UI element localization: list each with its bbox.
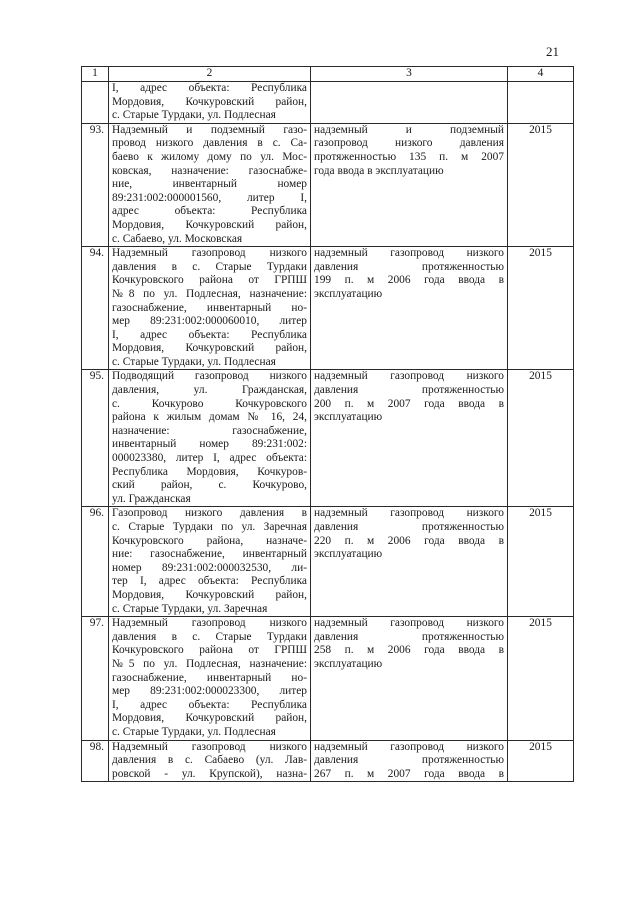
- description-line: Мордовия, Кочкуровский район,: [112, 342, 307, 355]
- description-line: номер 89:231:002:000032530, ли-: [112, 561, 307, 574]
- characteristics-line: года ввода в эксплуатацию: [314, 164, 444, 177]
- characteristics-line: эксплуатацию: [314, 657, 383, 670]
- characteristics-line: надземный газопровод низкого: [314, 617, 504, 630]
- description-line: ние, инвентарный номер: [112, 178, 307, 191]
- description-line: ковская, назначение: газоснабже-: [112, 164, 307, 177]
- table-row: [82, 617, 574, 740]
- characteristics-line: давления протяженностью: [314, 630, 504, 643]
- description-line: Газопровод низкого давления в: [112, 507, 307, 520]
- row-number: 93.: [82, 123, 109, 246]
- characteristics-line: эксплуатацию: [314, 548, 383, 561]
- year-cell: [508, 82, 574, 124]
- object-description: [109, 740, 311, 782]
- description-line: №5 по ул. Подлесная, назначение:: [112, 657, 307, 670]
- description-line: 000023380, литер I, адрес объекта:: [112, 452, 307, 465]
- description-line: ровской - ул. Крупской), назна-: [112, 767, 307, 780]
- characteristics-line: эксплуатацию: [314, 411, 383, 424]
- characteristics-line: надземный газопровод низкого: [314, 507, 504, 520]
- description-line: с. Старые Турдаки, ул. Подлесная: [112, 355, 276, 368]
- description-line: давления в с. Старые Турдаки: [112, 260, 307, 273]
- object-characteristics: [311, 123, 508, 246]
- characteristics-line: 199 п. м 2006 года ввода в: [314, 274, 504, 287]
- characteristics-line: эксплуатацию: [314, 287, 383, 300]
- characteristics-line: надземный газопровод низкого: [314, 247, 504, 260]
- characteristics-line: надземный газопровод низкого: [314, 370, 504, 383]
- description-line: с. Старые Турдаки, ул. Заречная: [112, 602, 268, 615]
- object-characteristics: [311, 740, 508, 782]
- row-number: 94.: [82, 247, 109, 370]
- description-line: 89:231:002:000001560, литер I,: [112, 191, 307, 204]
- year-cell: 2015: [508, 247, 574, 370]
- description-line: адрес объекта: Республика: [112, 205, 307, 218]
- description-line: давления в с. Старые Турдаки: [112, 630, 307, 643]
- description-line: Надземный газопровод низкого: [112, 247, 307, 260]
- object-description: [109, 370, 311, 507]
- description-line: с. Сабаево, ул. Московская: [112, 232, 243, 245]
- description-line: №8 по ул. Подлесная, назначение:: [112, 287, 307, 300]
- table-row: [82, 370, 574, 507]
- column-header-4: 4: [508, 67, 574, 82]
- object-characteristics: [311, 617, 508, 740]
- description-line: тер I, адрес объекта: Республика: [112, 575, 307, 588]
- characteristics-line: давления протяженностью: [314, 384, 504, 397]
- table-row: [82, 507, 574, 617]
- description-line: ние: газоснабжение, инвентарный: [112, 548, 307, 561]
- description-line: I, адрес объекта: Республика: [112, 698, 307, 711]
- description-line: ский район, с. Кочкурово,: [112, 479, 307, 492]
- description-line: давления, ул. Гражданская,: [112, 384, 307, 397]
- year-cell: 2015: [508, 617, 574, 740]
- year-cell: 2015: [508, 740, 574, 782]
- description-line: Кочкуровского района от ГРПШ: [112, 644, 307, 657]
- object-description: [109, 247, 311, 370]
- table-row: [82, 82, 574, 124]
- description-line: района к жилым домам № 16, 24,: [112, 411, 307, 424]
- table-header-row: [82, 67, 574, 82]
- description-line: с. Старые Турдаки, ул. Подлесная: [112, 109, 276, 122]
- description-line: газоснабжение, инвентарный но-: [112, 671, 307, 684]
- object-characteristics: [311, 370, 508, 507]
- row-number: 96.: [82, 507, 109, 617]
- description-line: Кочкуровского района, назначе-: [112, 534, 307, 547]
- characteristics-line: газопровод низкого давления: [314, 137, 504, 150]
- description-line: Подводящий газопровод низкого: [112, 370, 307, 383]
- description-line: Мордовия, Кочкуровский район,: [112, 712, 307, 725]
- description-line: мер 89:231:002:000023300, литер: [112, 685, 307, 698]
- object-characteristics: [311, 247, 508, 370]
- description-line: Мордовия, Кочкуровский район,: [112, 95, 307, 108]
- object-characteristics: [311, 82, 508, 124]
- description-line: давления в с. Сабаево (ул. Лав-: [112, 754, 307, 767]
- description-line: ул. Гражданская: [112, 492, 191, 505]
- characteristics-line: надземный газопровод низкого: [314, 740, 504, 753]
- column-header-3: 3: [311, 67, 508, 82]
- characteristics-line: давления протяженностью: [314, 260, 504, 273]
- page-number: 21: [546, 44, 559, 59]
- characteristics-line: 258 п. м 2006 года ввода в: [314, 644, 504, 657]
- description-line: Надземный и подземный газо-: [112, 123, 307, 136]
- description-line: Мордовия, Кочкуровский район,: [112, 588, 307, 601]
- description-line: Мордовия, Кочкуровский район,: [112, 218, 307, 231]
- characteristics-line: протяженностью 135 п. м 2007: [314, 150, 504, 163]
- characteristics-line: 267 п. м 2007 года ввода в: [314, 767, 504, 780]
- column-header-1: 1: [82, 67, 109, 82]
- table-row: [82, 123, 574, 246]
- property-table: [81, 66, 574, 782]
- object-description: [109, 123, 311, 246]
- characteristics-line: 200 п. м 2007 года ввода в: [314, 397, 504, 410]
- description-line: Кочкуровского района от ГРПШ: [112, 274, 307, 287]
- row-number: 98.: [82, 740, 109, 782]
- description-line: мер 89:231:002:000060010, литер: [112, 315, 307, 328]
- description-line: назначение: газоснабжение,: [112, 424, 307, 437]
- row-number: [82, 82, 109, 124]
- description-line: Республика Мордовия, Кочкуров-: [112, 465, 307, 478]
- table-row: [82, 247, 574, 370]
- object-description: [109, 617, 311, 740]
- description-line: Надземный газопровод низкого: [112, 740, 307, 753]
- description-line: с. Кочкурово Кочкуровского: [112, 397, 307, 410]
- row-number: 95.: [82, 370, 109, 507]
- year-cell: 2015: [508, 370, 574, 507]
- characteristics-line: давления протяженностью: [314, 521, 504, 533]
- characteristics-line: 220 п. м 2006 года ввода в: [314, 534, 504, 547]
- year-cell: 2015: [508, 123, 574, 246]
- column-header-2: 2: [109, 67, 311, 82]
- description-line: Надземный газопровод низкого: [112, 617, 307, 630]
- table-row: [82, 740, 574, 782]
- description-line: баево к жилому дому по ул. Мос-: [112, 150, 307, 163]
- characteristics-line: давления протяженностью: [314, 754, 504, 767]
- characteristics-line: надземный и подземный: [314, 123, 504, 136]
- description-line: I, адрес объекта: Республика: [112, 82, 307, 94]
- description-line: с. Старые Турдаки, ул. Подлесная: [112, 725, 276, 738]
- description-line: газоснабжение, инвентарный но-: [112, 301, 307, 314]
- object-characteristics: [311, 507, 508, 617]
- row-number: 97.: [82, 617, 109, 740]
- description-line: провод низкого давления в с. Са-: [112, 137, 307, 150]
- object-description: [109, 507, 311, 617]
- description-line: инвентарный номер 89:231:002:: [112, 438, 307, 451]
- description-line: с. Старые Турдаки по ул. Заречная: [112, 521, 307, 533]
- year-cell: 2015: [508, 507, 574, 617]
- description-line: I, адрес объекта: Республика: [112, 328, 307, 341]
- object-description: [109, 82, 311, 124]
